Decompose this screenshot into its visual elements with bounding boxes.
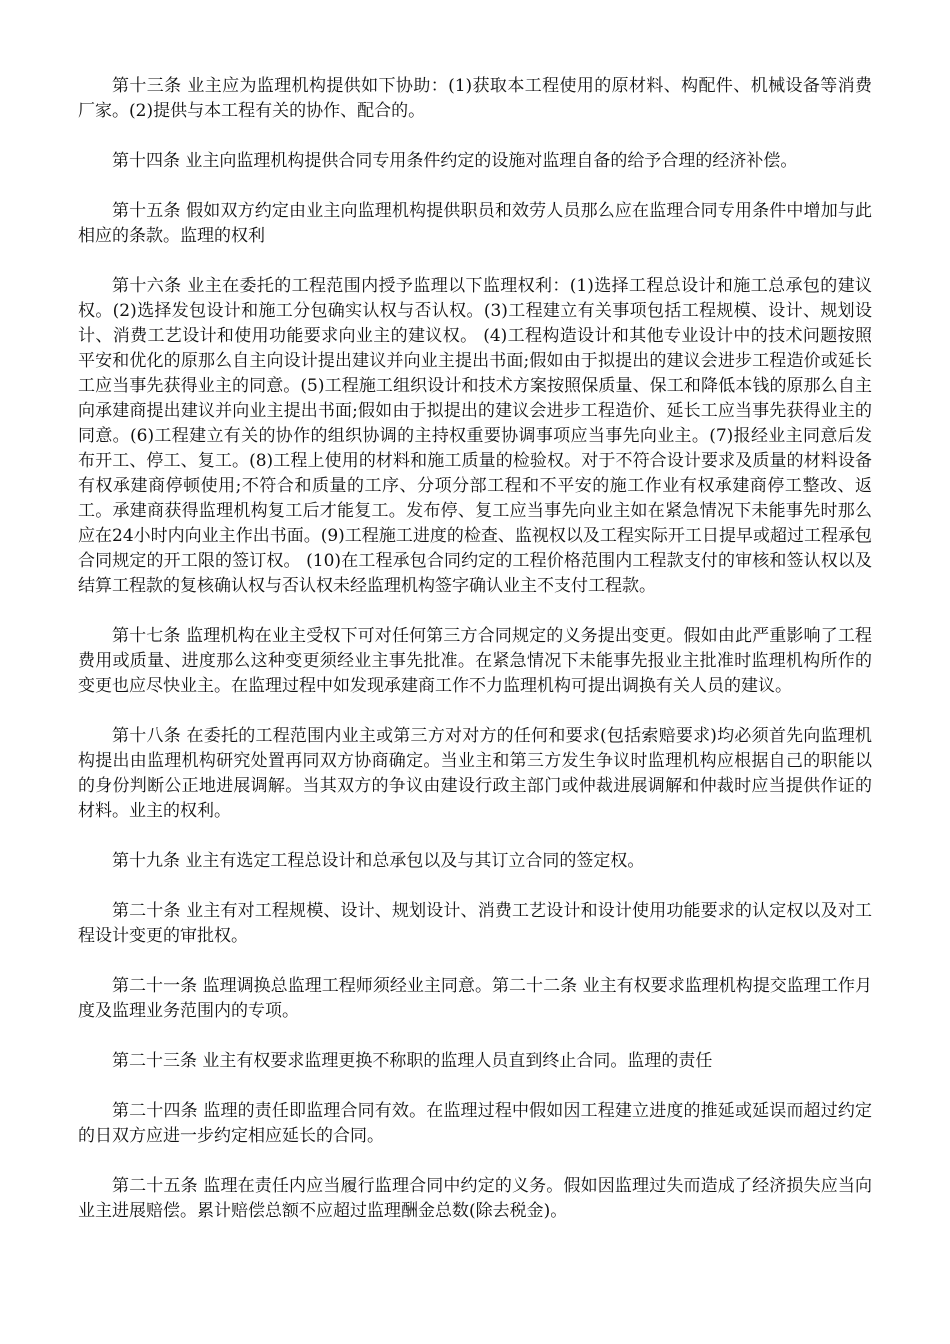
article-17-paragraph: 第十七条 监理机构在业主受权下可对任何第三方合同规定的义务提出变更。假如由此严重影响了工程费用或质量、进度那么这种变更须经业主事先批准。在紧急情况下未能事先报业主批准时监理机构所作的变更也应尽快业主。在监理过程中如发现承建商工作不力监理机构可提出调换有关人员的建议。: [78, 626, 872, 696]
article-18-paragraph: 第十八条 在委托的工程范围内业主或第三方对对方的任何和要求(包括索赔要求)均必须首先向监理机构提出由监理机构研究处置再同双方协商确定。当业主和第三方发生争议时监理机构应根据自己的职能以的身份判断公正地进展调解。当其双方的争议由建设行政主部门或仲裁进展调解和仲裁时应当提供作证的材料。业主的权利。: [78, 726, 872, 821]
article-16-paragraph: 第十六条 业主在委托的工程范围内授予监理以下监理权利：(1)选择工程总设计和施工总承包的建议权。(2)选择发包设计和施工分包确实认权与否认权。(3)工程建立有关事项包括工程规模、设计、规划设计、消费工艺设计和使用功能要求向业主的建议权。 (4)工程构造设计和其他专业设计中的技术问题按照平安和优化的原那么自主向设计提出建议并向业主提出书面;假如由于拟提出的建议会进步工程造价或延长工应当事先获得业主的同意。(5)工程施工组织设计和技术方案按照保质量、保工和降低本钱的原那么自主向承建商提出建议并向业主提出书面;假如由于拟提出的建议会进步工程造价、延长工应当事先获得业主的同意。(6)工程建立有关的协作的组织协调的主持权重要协调事项应当事先向业主。(7)报经业主同意后发布开工、停工、复工。(8)工程上使用的材料和施工质量的检验权。对于不符合设计要求及质量的材料设备有权承建商停顿使用;不符合和质量的工序、分项分部工程和不平安的施工作业有权承建商停工整改、返工。承建商获得监理机构复工后才能复工。发布停、复工应当事先向业主如在紧急情况下未能事先时那么应在24小时内向业主作出书面。(9)工程施工进度的检查、监视权以及工程实际开工日提早或超过工程承包合同规定的开工限的签订权。 (10)在工程承包合同约定的工程价格范围内工程款支付的审核和签认权以及结算工程款的复核确认权与否认权未经监理机构签字确认业主不支付工程款。: [78, 276, 872, 596]
article-24-paragraph: 第二十四条 监理的责任即监理合同有效。在监理过程中假如因工程建立进度的推延或延误而超过约定的日双方应进一步约定相应延长的合同。: [78, 1101, 872, 1146]
article-19-paragraph: 第十九条 业主有选定工程总设计和总承包以及与其订立合同的签定权。: [112, 851, 645, 871]
article-21-22-paragraph: 第二十一条 监理调换总监理工程师须经业主同意。第二十二条 业主有权要求监理机构提交监理工作月度及监理业务范围内的专项。: [78, 976, 872, 1021]
article-23-paragraph: 第二十三条 业主有权要求监理更换不称职的监理人员直到终止合同。监理的责任: [112, 1051, 713, 1071]
article-14-paragraph: 第十四条 业主向监理机构提供合同专用条件约定的设施对监理自备的给予合理的经济补偿。: [112, 151, 798, 171]
article-20-paragraph: 第二十条 业主有对工程规模、设计、规划设计、消费工艺设计和设计使用功能要求的认定权以及对工程设计变更的审批权。: [78, 901, 872, 946]
article-15-paragraph: 第十五条 假如双方约定由业主向监理机构提供职员和效劳人员那么应在监理合同专用条件中增加与此相应的条款。监理的权利: [78, 201, 872, 246]
article-13-paragraph: 第十三条 业主应为监理机构提供如下协助：(1)获取本工程使用的原材料、构配件、机械设备等消费厂家。(2)提供与本工程有关的协作、配合的。: [78, 76, 872, 121]
article-25-paragraph: 第二十五条 监理在责任内应当履行监理合同中约定的义务。假如因监理过失而造成了经济损失应当向业主进展赔偿。累计赔偿总额不应超过监理酬金总数(除去税金)。: [78, 1176, 872, 1221]
